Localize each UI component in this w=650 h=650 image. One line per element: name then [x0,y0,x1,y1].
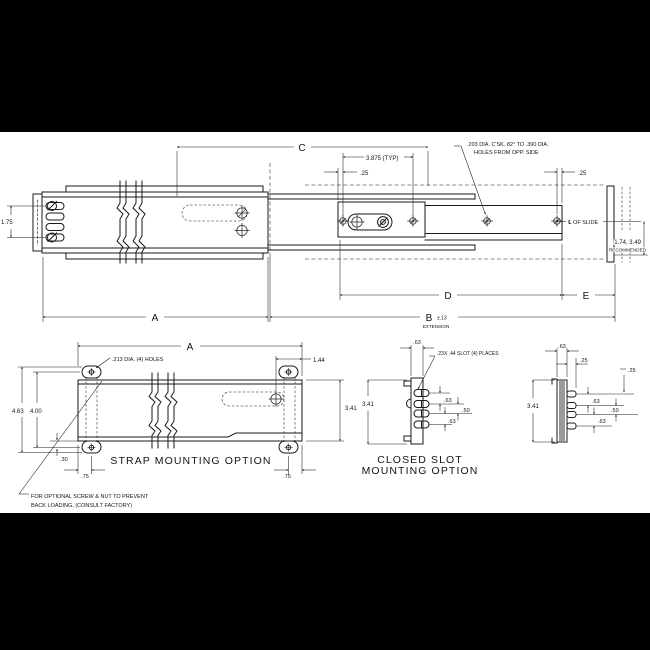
strap-view-title: STRAP MOUNTING OPTION [110,455,272,467]
note-holes-line2: HOLES FROM OPP. SIDE [474,150,539,156]
dim-offset-right-label: .25 [578,171,587,177]
dim-e-label: E [582,291,590,302]
dim-b-label: B [425,313,433,324]
dim-width-label: .63 [413,340,421,346]
dim-left-holes-label: 1.75 [1,220,13,226]
dim-s2-label: .50 [462,408,470,414]
dim-height-label: 3.41 [527,404,539,410]
dim-75-right-label: .75 [283,474,291,480]
dim-height-label: 3.41 [362,402,374,408]
closed-slot-title-line1: CLOSED SLOT [377,454,463,466]
dim-offset-left-label: .25 [360,171,369,177]
note-slot-label: .23X .44 SLOT (4) PLACES [437,351,499,357]
dim-a-label: A [151,313,159,324]
dim-1-44-label: 1.44 [313,358,325,364]
centerline-of-slide-label: ℄ OF SLIDE [568,220,599,226]
closed-slot-title-line2: MOUNTING OPTION [361,465,479,477]
recommended-values: 1.74, 3.49 [614,240,641,246]
dim-s1-label: .63 [592,399,600,405]
dim-c-label: C [298,143,306,154]
dim-d-label: D [444,291,452,302]
dim-width-label: .63 [558,344,566,350]
dim-b-tolerance: ±.13 [437,315,447,322]
drawing-paper [0,132,650,513]
dim-s1-label: .63 [444,398,452,404]
dim-s2-label: .50 [611,408,619,414]
dim-0-30-label: .30 [60,457,68,463]
dim-4-63-label: 4.63 [12,409,24,415]
dim-gap-label: .25 [628,368,636,374]
dim-b-note: EXTENSION [422,324,450,329]
recommended-label: RECOMMENDED [608,247,646,253]
dim-offset-label: .25 [580,358,588,364]
note-holes-line1: .203 DIA. C'SK. 82° TO .390 DIA. [467,142,549,148]
plate-section-fill [559,381,565,441]
dim-4-00-label: 4.00 [30,409,42,415]
strap-note-line1: FOR OPTIONAL SCREW & NUT TO PREVENT [31,494,149,500]
dim-a-label: A [186,342,194,353]
strap-note-line2: BACK LOADING, (CONSULT FACTORY) [31,503,133,509]
dim-hole-spacing-label: 3.875 (TYP) [366,156,399,162]
dim-75-left-label: .75 [81,474,89,480]
dim-s3-label: .63 [598,419,606,425]
dim-3-41-label: 3.41 [345,406,357,412]
dim-s3-label: .63 [448,419,456,425]
note-strap-holes: .213 DIA. (4) HOLES [112,357,164,363]
